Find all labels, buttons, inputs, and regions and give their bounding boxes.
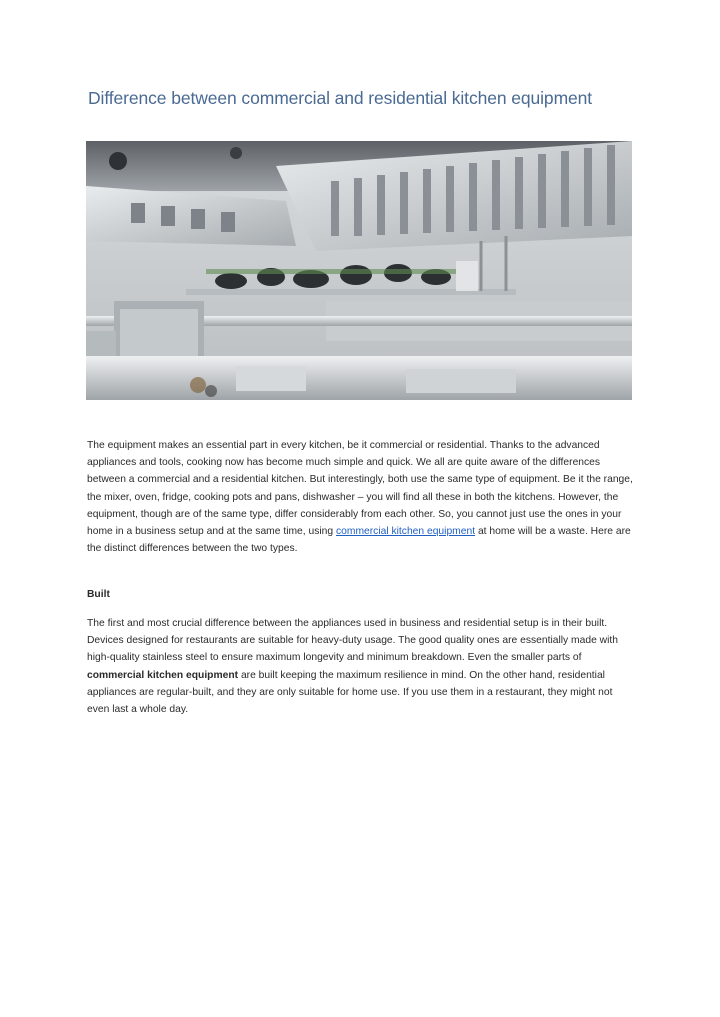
commercial-kitchen-equipment-link[interactable]: commercial kitchen equipment [336,526,476,538]
intro-text-before-link: The equipment makes an essential part in every kitchen, be it commercial or residential. Thanks to the advanced appliances and tools, cooking now has become much simple and quick. We all are quite aware of the differences between a commercial and a residential kitchen. But interestingly, both use the same type of equipment. Be it the range, the mixer, oven, fridge, cooking pots and pans, dishwasher – you will find all these in both the kitchens. However, the equipment, though are of the same type, differ considerably from each other. So, you cannot just use the ones in your home in a business setup and at the same time, using [87,440,633,538]
built-text-after-bold: are built keeping the maximum resilience in mind. On the other hand, residential appliances are regular-built, and they are only suitable for home use. If you use them in a restaurant, they might not even last a whole day. [87,669,613,716]
built-bold-phrase: commercial kitchen equipment [87,669,239,681]
page-title: Difference between commercial and residential kitchen equipment [88,88,593,108]
section-heading-built: Built [87,589,110,600]
built-text-before-bold: The first and most crucial difference between the appliances used in business and residential setup is in their built. Devices designed for restaurants are suitable for heavy-duty usage. The good quality ones are essentially made with high-quality stainless steel to ensure maximum longevity and minimum breakdown. Even the smaller parts of [87,618,618,664]
built-paragraph [87,615,635,718]
intro-paragraph [87,437,635,557]
kitchen-photo-illustration [86,141,632,400]
kitchen-photo [86,141,632,400]
intro-text-after-link: at home will be a waste. Here are the distinct differences between the two types. [87,526,631,555]
